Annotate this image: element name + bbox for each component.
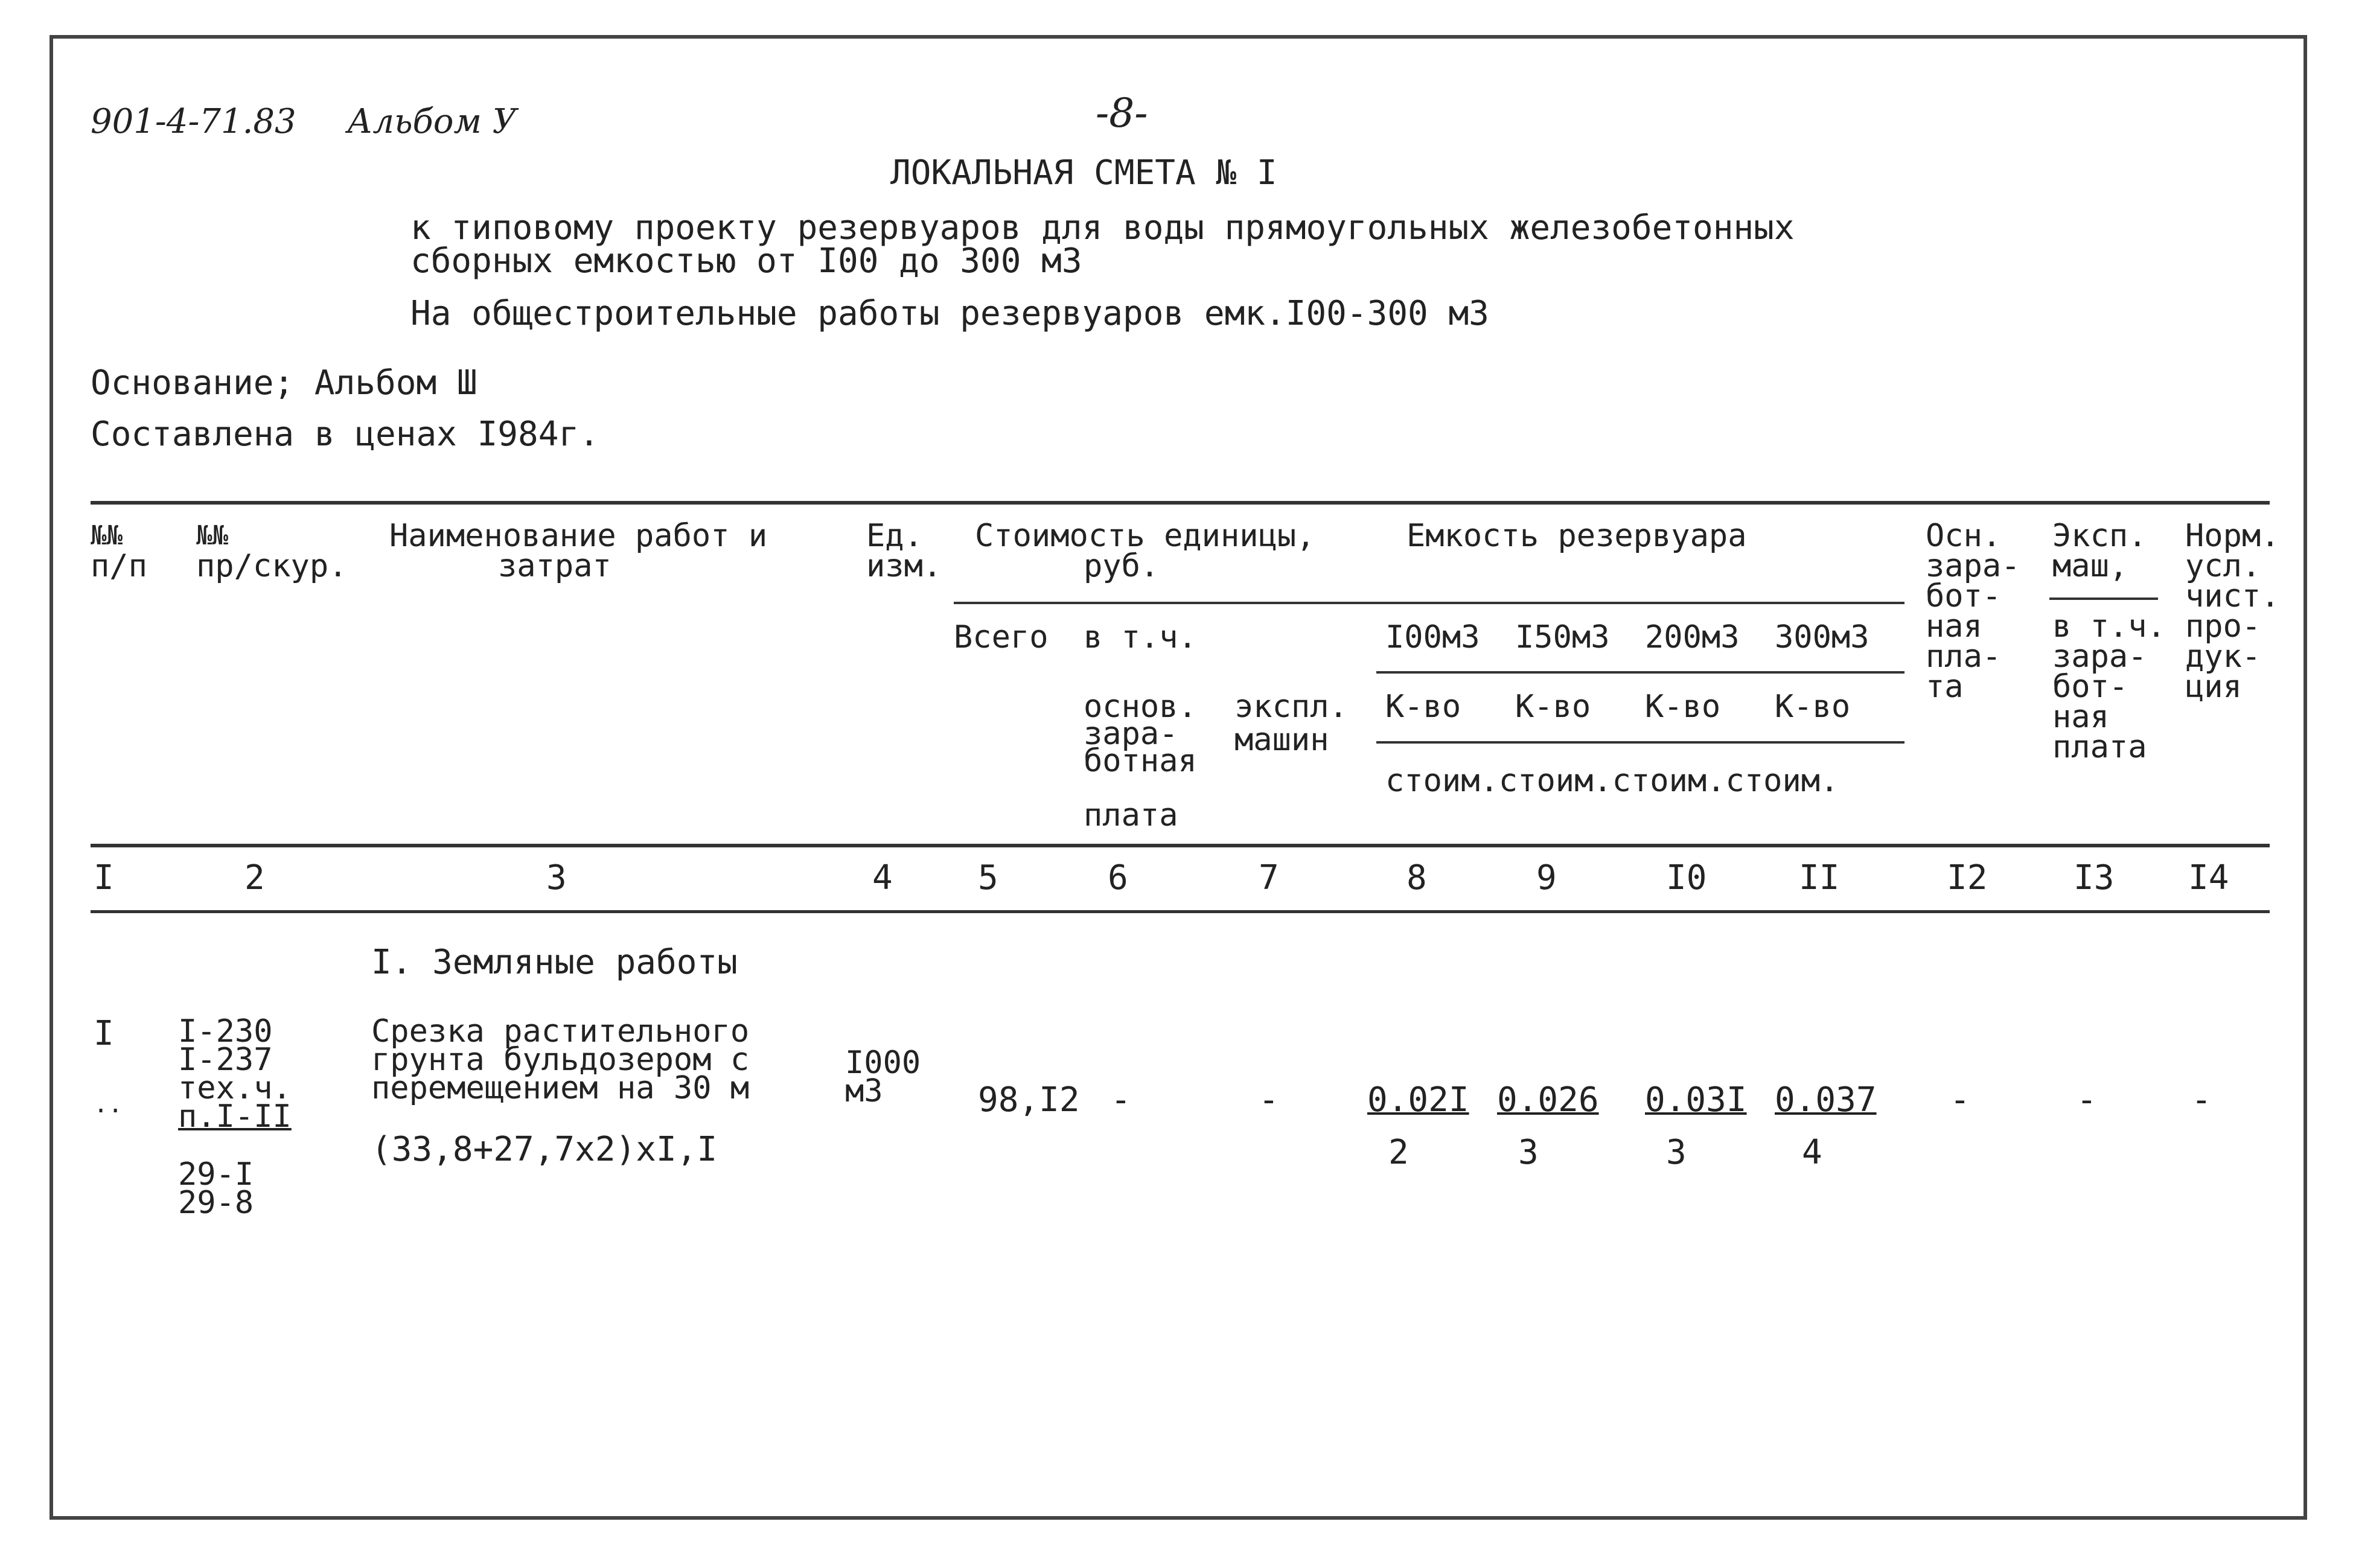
- row-qty-300: 0.037: [1775, 1080, 1877, 1120]
- column-number-14: I4: [2188, 858, 2229, 897]
- header-col-7-line-2: машин: [1234, 722, 1329, 758]
- cost-group-line-1: Стоимость единицы,: [975, 518, 1315, 554]
- header-col-14-line-1: Норм.: [2185, 518, 2280, 554]
- header-col-12-line-2: зара-: [1926, 548, 2020, 584]
- doc-code: 901-4-71.83: [91, 102, 296, 141]
- row-code-2: I-237: [178, 1042, 273, 1078]
- column-number-10: I0: [1666, 858, 1707, 897]
- row-formula: (33,8+27,7х2)хI,I: [371, 1130, 718, 1169]
- column-number-4: 4: [872, 858, 893, 897]
- header-col-4-line-2: изм.: [866, 548, 942, 584]
- header-col-3-line-1: Наименование работ и: [389, 518, 768, 554]
- header-col-13-line-3: в т.ч.: [2052, 608, 2166, 645]
- header-col-12-line-4: ная: [1926, 608, 1982, 645]
- header-col-13-line-7: плата: [2052, 729, 2147, 765]
- row-code-5: 29-I: [178, 1156, 254, 1193]
- column-number-8: 8: [1406, 858, 1427, 897]
- capacity-200: 200м3: [1645, 619, 1740, 655]
- row-qty-200: 0.03I: [1645, 1080, 1747, 1120]
- capacity-rule: [1376, 671, 1904, 674]
- header-col-3-line-2: затрат: [498, 548, 611, 584]
- table-top-rule: [91, 501, 2270, 505]
- header-col-14-line-3: чист.: [2185, 578, 2280, 614]
- machines-wage-rule: [2049, 598, 2158, 600]
- header-col-14-line-6: ция: [2185, 669, 2242, 705]
- row-name-line-1: Срезка растительного: [371, 1013, 750, 1050]
- cost-group-rule: [954, 602, 1904, 604]
- row-machines: -: [1259, 1080, 1279, 1120]
- section-title: I. Земляные работы: [371, 943, 738, 982]
- capacity-150: I50м3: [1515, 619, 1610, 655]
- header-col-4-line-1: Ед.: [866, 518, 923, 554]
- header-col-13-line-6: ная: [2052, 699, 2109, 735]
- column-number-2: 2: [244, 858, 265, 897]
- header-col-12-line-3: бот-: [1926, 578, 2002, 614]
- subtitle-line-3: На общестроительные работы резервуаров емк.I00-300 м3: [410, 294, 1489, 333]
- header-col-12-line-1: Осн.: [1926, 518, 2002, 554]
- row-total: 98,I2: [978, 1080, 1080, 1120]
- column-number-9: 9: [1536, 858, 1557, 897]
- row-code-1: I-230: [178, 1013, 273, 1050]
- header-col-6-line-4: плата: [1084, 797, 1178, 833]
- header-col-13-line-4: зара-: [2052, 639, 2147, 675]
- row-code-6: 29-8: [178, 1185, 254, 1221]
- header-incl: в т.ч.: [1084, 619, 1197, 655]
- header-col-1-line-2: п/п: [91, 548, 147, 584]
- row-number-mark: ..: [94, 1091, 123, 1118]
- header-col-12-line-6: та: [1926, 669, 1964, 705]
- subtitle-line-1: к типовому проекту резервуаров для воды прямоугольных железобетонных: [410, 208, 1795, 247]
- header-col-13-line-5: бот-: [2052, 669, 2128, 705]
- column-number-3: 3: [546, 858, 567, 897]
- estimate-title: ЛОКАЛЬНАЯ СМЕТА № I: [890, 153, 1277, 193]
- header-total: Всего: [954, 619, 1049, 655]
- header-col-13-line-1: Эксп.: [2052, 518, 2147, 554]
- row-unit-line-1: I000: [845, 1045, 921, 1081]
- column-number-1: I: [94, 858, 114, 897]
- header-col-14-line-4: про-: [2185, 608, 2261, 645]
- column-numbers-rule: [91, 910, 2270, 913]
- column-number-12: I2: [1947, 858, 1988, 897]
- qty-100: К-во: [1385, 689, 1461, 725]
- header-col-6-line-3: ботная: [1084, 743, 1197, 779]
- qty-cost-rule: [1376, 741, 1904, 744]
- header-col-1-line-1: №№: [91, 520, 123, 551]
- row-name-line-2: грунта бульдозером с: [371, 1042, 750, 1078]
- row-code-3: тех.ч.: [178, 1070, 292, 1106]
- header-col-6-line-2: зара-: [1084, 716, 1178, 752]
- row-col-13: -: [2077, 1080, 2097, 1120]
- page-number: -8-: [1096, 90, 1148, 136]
- row-qty-100: 0.02I: [1367, 1080, 1469, 1120]
- row-cost-100: 2: [1388, 1133, 1409, 1172]
- row-name-line-3: перемещением на 30 м: [371, 1070, 750, 1106]
- capacity-group-title: Емкость резервуара: [1406, 518, 1747, 554]
- header-col-13-line-2: маш,: [2052, 548, 2128, 584]
- row-cost-200: 3: [1666, 1133, 1687, 1172]
- header-col-6-line-1: основ.: [1084, 689, 1197, 725]
- qty-150: К-во: [1515, 689, 1591, 725]
- header-col-2-line-1: №№: [196, 520, 228, 551]
- row-unit-line-2: м3: [845, 1073, 883, 1109]
- column-number-11: II: [1799, 858, 1840, 897]
- header-col-2-line-2: пр/скур.: [196, 548, 348, 584]
- qty-300: К-во: [1775, 689, 1851, 725]
- prices-line: Составлена в ценах I984г.: [91, 415, 599, 454]
- header-col-14-line-5: дук-: [2185, 639, 2261, 675]
- row-col-14: -: [2191, 1080, 2212, 1120]
- column-number-6: 6: [1108, 858, 1128, 897]
- qty-200: К-во: [1645, 689, 1721, 725]
- row-qty-150: 0.026: [1497, 1080, 1599, 1120]
- header-col-12-line-5: пла-: [1926, 639, 2002, 675]
- row-cost-300: 4: [1802, 1133, 1822, 1172]
- row-wage: -: [1111, 1080, 1131, 1120]
- album-label: Альбом У: [347, 102, 517, 141]
- cost-group-line-2: руб.: [1084, 548, 1160, 584]
- column-number-5: 5: [978, 858, 998, 897]
- row-cost-150: 3: [1518, 1133, 1539, 1172]
- header-col-7-line-1: экспл.: [1234, 689, 1348, 725]
- column-number-13: I3: [2074, 858, 2115, 897]
- capacity-100: I00м3: [1385, 619, 1480, 655]
- basis-line: Основание; Альбом Ш: [91, 363, 477, 403]
- subtitle-line-2: сборных емкостью от I00 до 300 м3: [410, 241, 1082, 281]
- header-bottom-rule: [91, 844, 2270, 847]
- row-number: I: [94, 1014, 114, 1053]
- capacity-300: 300м3: [1775, 619, 1869, 655]
- cost-subheader: стоим.стоим.стоим.стоим.: [1385, 763, 1839, 799]
- header-col-14-line-2: усл.: [2185, 548, 2261, 584]
- row-col-12: -: [1950, 1080, 1970, 1120]
- row-code-4: п.I-II: [178, 1098, 292, 1135]
- column-number-7: 7: [1259, 858, 1279, 897]
